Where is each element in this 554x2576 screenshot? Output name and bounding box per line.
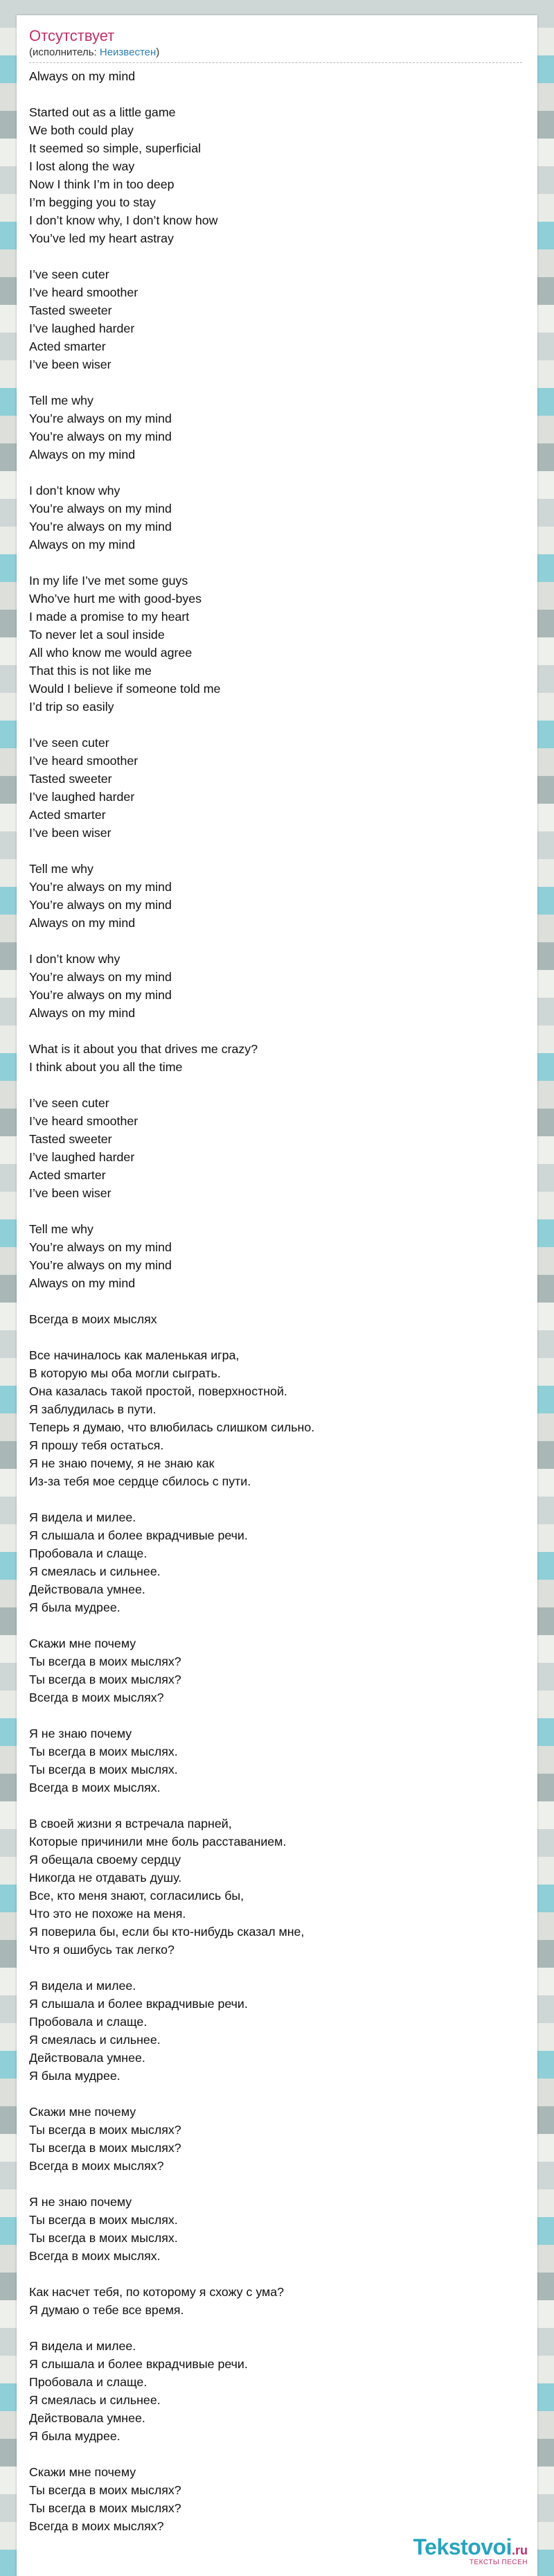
lyrics-line: Now I think I’m in too deep (29, 177, 175, 191)
song-title: Отсутствует (29, 27, 115, 44)
lyrics-line: Я смеялась и сильнее. (29, 2393, 161, 2407)
lyrics-line: That this is not like me (29, 664, 152, 678)
lyrics-line: You’re always on my mind (29, 430, 172, 443)
lyrics-blank-line (29, 554, 525, 572)
lyrics-line: Ты всегда в моих мыслях. (29, 2231, 178, 2245)
lyrics-blank-line (29, 1076, 525, 1094)
lyrics-line: Что я ошибусь так легко? (29, 1943, 175, 1957)
lyrics-blank-line (29, 2445, 525, 2463)
lyrics-line: I’ve seen cuter (29, 736, 109, 750)
lyrics-line: Always on my mind (29, 448, 136, 461)
lyrics-blank-line (29, 2085, 525, 2103)
lyrics-line: You’re always on my mind (29, 520, 172, 533)
lyrics-blank-line (29, 373, 525, 391)
lyrics-line: I’ve been wiser (29, 826, 111, 840)
lyrics-blank-line (29, 1490, 525, 1508)
lyrics-text (17, 63, 537, 2535)
lyrics-line: Started out as a little game (29, 105, 176, 119)
lyrics-line: Я видела и милее. (29, 1510, 136, 1524)
lyrics-line: I don’t know why, I don’t know how (29, 213, 218, 227)
lyrics-blank-line (29, 1328, 525, 1346)
lyrics-line: Скажи мне почему (29, 1637, 136, 1650)
lyrics-card (17, 15, 537, 2576)
lyrics-line: Ты всегда в моих мыслях? (29, 1655, 181, 1668)
lyrics-line: Would I believe if someone told me (29, 682, 221, 696)
lyrics-line: Пробовала и слаще. (29, 2375, 148, 2389)
lyrics-line: I’ve heard smoother (29, 285, 138, 299)
lyrics-line: Я обещала своему сердцу (29, 1853, 181, 1867)
lyrics-line: All who know me would agree (29, 646, 193, 660)
logo-slogan: ТЕКСТЫ ПЕСЕН (469, 2559, 528, 2566)
lyrics-line: Ты всегда в моих мыслях? (29, 2123, 181, 2137)
lyrics-line: Я не знаю почему (29, 1727, 132, 1740)
lyrics-line: You’re always on my mind (29, 970, 172, 984)
lyrics-line: Я поверила бы, если бы кто-нибудь сказал мне, (29, 1925, 305, 1939)
lyrics-line: Действовала умнее. (29, 2051, 145, 2065)
lyrics-line: I don’t know why (29, 484, 120, 497)
lyrics-line: Всегда в моих мыслях? (29, 1691, 164, 1704)
lyrics-line: I think about you all the time (29, 1060, 183, 1074)
lyrics-blank-line (29, 1959, 525, 1977)
lyrics-line: We both could play (29, 123, 134, 137)
lyrics-line: You’re always on my mind (29, 880, 172, 894)
lyrics-line: What is it about you that drives me crazy? (29, 1042, 258, 1056)
lyrics-line: Ты всегда в моих мыслях? (29, 1673, 181, 1686)
lyrics-line: Acted smarter (29, 808, 106, 822)
lyrics-line: Tasted sweeter (29, 772, 112, 786)
lyrics-blank-line (29, 1022, 525, 1040)
lyrics-line: I’ve laughed harder (29, 321, 135, 335)
lyrics-line: Tell me why (29, 862, 93, 876)
lyrics-line: Я прошу тебя остаться. (29, 1438, 164, 1452)
lyrics-line: To never let a soul inside (29, 628, 165, 642)
lyrics-line: I’ve heard smoother (29, 754, 138, 768)
lyrics-line: Who’ve hurt me with good-byes (29, 592, 202, 606)
lyrics-line: Я не знаю почему, я не знаю как (29, 1456, 215, 1470)
lyrics-line: Я смеялась и сильнее. (29, 1564, 161, 1578)
lyrics-line: Я слышала и более вкрадчивые речи. (29, 2357, 248, 2371)
lyrics-line: Я не знаю почему (29, 2195, 132, 2209)
artist-line (29, 46, 522, 63)
artist-prefix: (исполнитель: (29, 46, 100, 58)
lyrics-line: You’re always on my mind (29, 1240, 172, 1254)
lyrics-line: Действовала умнее. (29, 2411, 145, 2425)
lyrics-line: Что это не похоже на меня. (29, 1907, 186, 1921)
lyrics-line: Все, кто меня знают, согласились бы, (29, 1889, 244, 1903)
logo-tld: .ru (511, 2543, 528, 2557)
lyrics-line: I’ve seen cuter (29, 267, 109, 281)
lyrics-line: You’re always on my mind (29, 502, 172, 515)
lyrics-line: Я видела и милее. (29, 1979, 136, 1993)
lyrics-line: I’ve laughed harder (29, 790, 135, 804)
lyrics-line: Как насчет тебя, по которому я схожу с ума? (29, 2285, 285, 2299)
lyrics-line: В которую мы оба могли сыграть. (29, 1366, 221, 1380)
lyrics-line: Все начиналось как маленькая игра, (29, 1348, 240, 1362)
lyrics-line: You’ve led my heart astray (29, 231, 174, 245)
lyrics-line: Я заблудилась в пути. (29, 1402, 157, 1416)
lyrics-line: Теперь я думаю, что влюбилась слишком сильно. (29, 1420, 315, 1434)
lyrics-line: I’ve heard smoother (29, 1114, 138, 1128)
artist-link[interactable]: Неизвестен (99, 46, 157, 58)
logo-brand: Tekstovoi (413, 2534, 512, 2559)
lyrics-blank-line (29, 247, 525, 265)
lyrics-line: You’re always on my mind (29, 1258, 172, 1272)
lyrics-line: Always on my mind (29, 1006, 136, 1020)
lyrics-line: Ты всегда в моих мыслях. (29, 1763, 178, 1776)
lyrics-line: I’ve laughed harder (29, 1150, 135, 1164)
lyrics-line: Always on my mind (29, 538, 136, 552)
lyrics-line: Acted smarter (29, 339, 106, 353)
lyrics-line: Всегда в моих мыслях? (29, 2159, 164, 2173)
lyrics-line: Из-за тебя мое сердце сбилось с пути. (29, 1474, 251, 1488)
lyrics-line: Я думаю о тебе все время. (29, 2303, 184, 2317)
lyrics-line: Скажи мне почему (29, 2465, 136, 2479)
lyrics-line: I made a promise to my heart (29, 610, 190, 624)
lyrics-line: Я видела и милее. (29, 2339, 136, 2353)
lyrics-line: Tasted sweeter (29, 303, 112, 317)
lyrics-line: Действовала умнее. (29, 1582, 145, 1596)
lyrics-line: Ты всегда в моих мыслях. (29, 1745, 178, 1758)
lyrics-line: In my life I’ve met some guys (29, 574, 188, 588)
lyrics-line: Я была мудрее. (29, 1600, 120, 1614)
lyrics-line: Пробовала и слаще. (29, 1546, 148, 1560)
site-logo[interactable] (413, 2536, 528, 2566)
lyrics-line: Always on my mind (29, 69, 136, 83)
lyrics-line: I lost along the way (29, 159, 135, 173)
lyrics-line: Ты всегда в моих мыслях? (29, 2483, 181, 2497)
lyrics-line: I don’t know why (29, 952, 120, 966)
lyrics-line: Я слышала и более вкрадчивые речи. (29, 1528, 248, 1542)
lyrics-line: Я была мудрее. (29, 2069, 120, 2083)
lyrics-line: Tell me why (29, 394, 93, 407)
lyrics-line: You’re always on my mind (29, 988, 172, 1002)
lyrics-line: Которые причинили мне боль расставанием. (29, 1835, 287, 1849)
lyrics-blank-line (29, 2319, 525, 2337)
lyrics-line: You’re always on my mind (29, 898, 172, 912)
lyrics-line: It seemed so simple, superficial (29, 141, 202, 155)
lyrics-line: Скажи мне почему (29, 2105, 136, 2119)
lyrics-line: Ты всегда в моих мыслях? (29, 2501, 181, 2515)
lyrics-line: Всегда в моих мыслях? (29, 2519, 164, 2533)
lyrics-line: Я была мудрее. (29, 2429, 120, 2443)
artist-suffix: ) (156, 46, 160, 58)
lyrics-line: You’re always on my mind (29, 412, 172, 425)
lyrics-blank-line (29, 1706, 525, 1724)
lyrics-blank-line (29, 932, 525, 950)
song-header (17, 15, 537, 63)
lyrics-blank-line (29, 1797, 525, 1815)
lyrics-line: I’m begging you to stay (29, 195, 156, 209)
lyrics-line: Ты всегда в моих мыслях. (29, 2213, 178, 2227)
lyrics-line: Всегда в моих мыслях (29, 1312, 157, 1326)
lyrics-line: Никогда не отдавать душу. (29, 1871, 182, 1885)
lyrics-line: I’d trip so easily (29, 700, 114, 714)
lyrics-blank-line (29, 842, 525, 860)
lyrics-line: I’ve been wiser (29, 358, 111, 371)
lyrics-line: Я слышала и более вкрадчивые речи. (29, 1997, 248, 2011)
lyrics-blank-line (29, 2175, 525, 2193)
lyrics-line: В своей жизни я встречала парней, (29, 1817, 232, 1830)
lyrics-blank-line (29, 1616, 525, 1634)
lyrics-line: I’ve seen cuter (29, 1096, 109, 1110)
lyrics-line: Always on my mind (29, 1276, 136, 1290)
lyrics-line: Always on my mind (29, 916, 136, 930)
lyrics-blank-line (29, 716, 525, 734)
lyrics-line: Я смеялась и сильнее. (29, 2033, 161, 2047)
lyrics-line: Acted smarter (29, 1168, 106, 1182)
lyrics-blank-line (29, 464, 525, 482)
lyrics-line: Она казалась такой простой, поверхностной. (29, 1384, 287, 1398)
lyrics-blank-line (29, 2265, 525, 2283)
lyrics-blank-line (29, 85, 525, 103)
lyrics-line: Всегда в моих мыслях. (29, 2249, 161, 2263)
lyrics-line: I’ve been wiser (29, 1186, 111, 1200)
lyrics-line: Пробовала и слаще. (29, 2015, 148, 2029)
lyrics-blank-line (29, 1292, 525, 1310)
lyrics-blank-line (29, 1202, 525, 1220)
lyrics-line: Tell me why (29, 1222, 93, 1236)
lyrics-line: Ты всегда в моих мыслях? (29, 2141, 181, 2155)
lyrics-line: Tasted sweeter (29, 1132, 112, 1146)
lyrics-line: Всегда в моих мыслях. (29, 1781, 161, 1794)
